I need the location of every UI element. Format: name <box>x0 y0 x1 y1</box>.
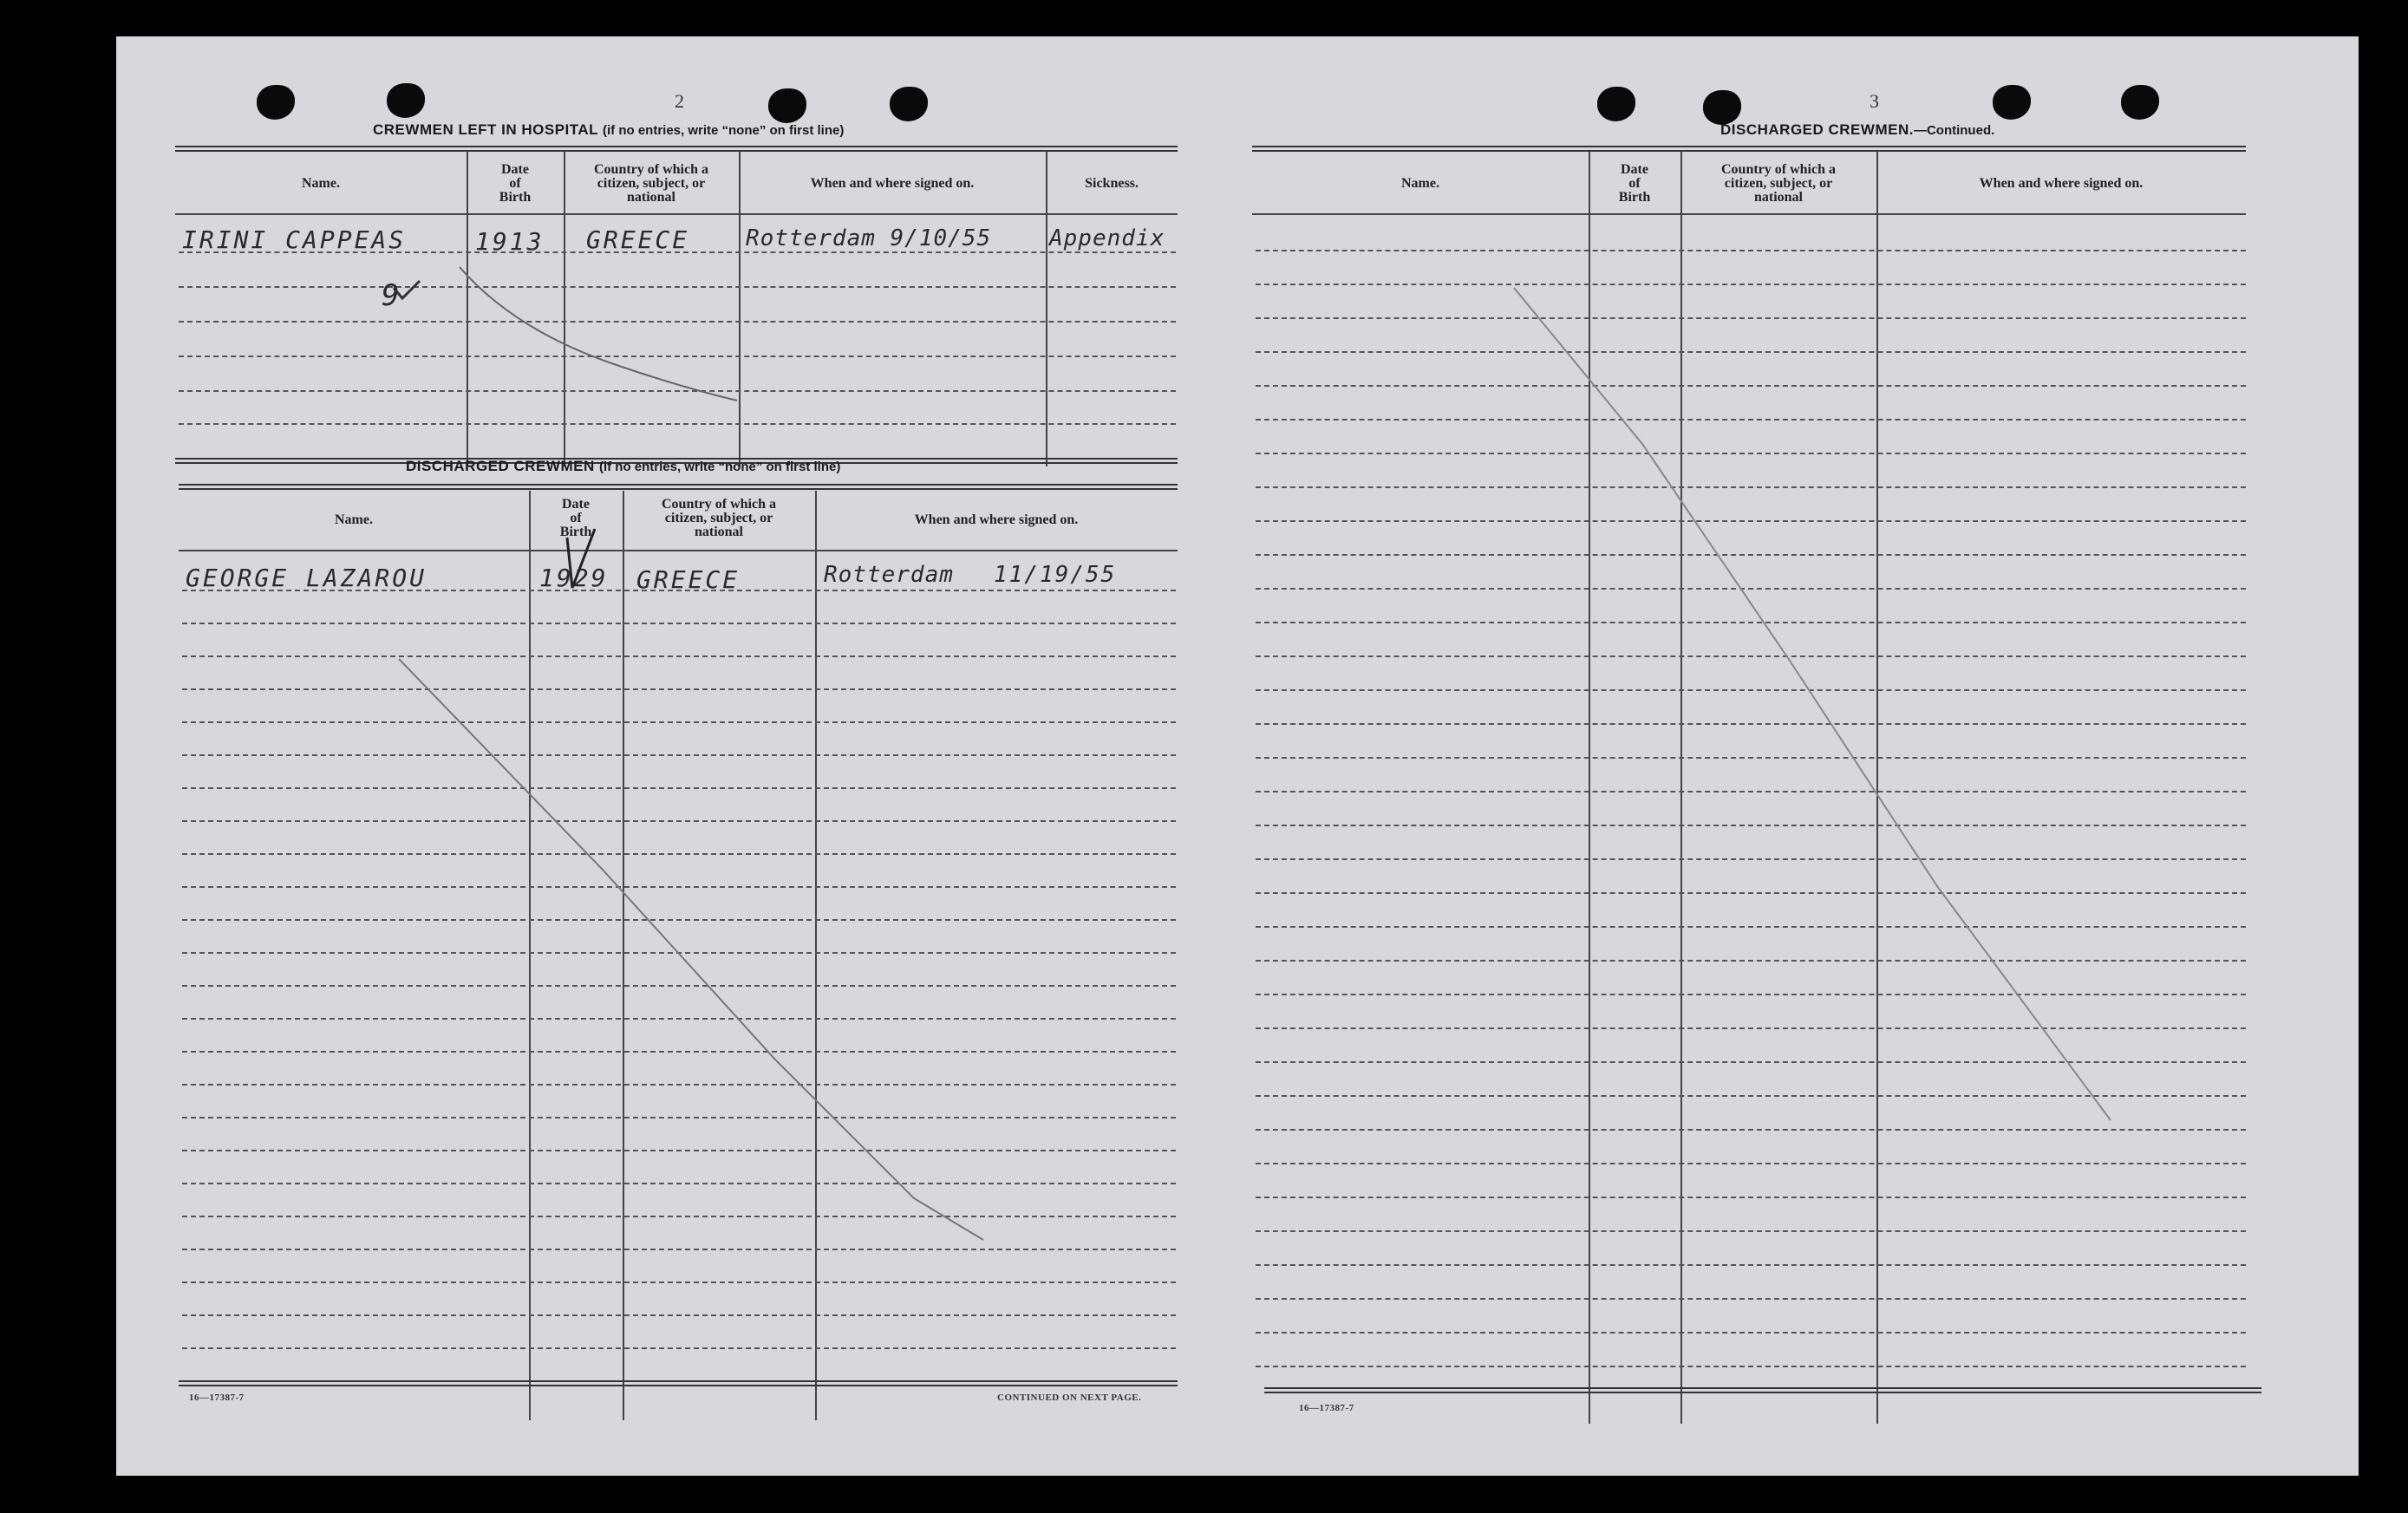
col-header-country-line: Country of which a <box>593 162 708 177</box>
col-header-dob-line: Birth <box>1618 190 1651 205</box>
cancel-stroke <box>460 267 737 401</box>
check-mark <box>567 529 595 588</box>
col-header-name: Name. <box>302 176 340 191</box>
col-header-name: Name. <box>335 512 373 527</box>
form-number: 16—17387-7 <box>1299 1403 1354 1413</box>
form-number: 16—17387-7 <box>189 1392 245 1403</box>
col-header-dob-line: Date <box>501 162 529 177</box>
col-header-country-line: citizen, subject, or <box>597 176 706 191</box>
col-header-country-line: Country of which a <box>1720 162 1836 177</box>
pen-marks <box>116 36 2359 1476</box>
cancel-stroke <box>399 659 983 1240</box>
hospital-subtitle: (if no entries, write “none” on first line) <box>603 123 845 138</box>
page-number: 2 <box>675 90 684 112</box>
col-header-name: Name. <box>1401 176 1439 191</box>
col-header-signed: When and where signed on. <box>810 176 975 191</box>
discharged-entry-signed-place: Rotterdam <box>824 562 954 588</box>
hospital-entry-name: IRINI CAPPEAS <box>182 225 407 254</box>
col-header-dob-line: of <box>570 511 582 525</box>
hospital-entry-signed: Rotterdam 9/10/55 <box>746 225 992 251</box>
discharged-entry-country: GREECE <box>636 565 741 594</box>
hospital-entry-sickness: Appendix <box>1049 225 1165 251</box>
handwritten-initial: 9 <box>382 278 400 313</box>
discharged-entry-dob: 1929 <box>539 564 609 592</box>
col-header-country-line: Country of which a <box>661 497 776 512</box>
col-header-sickness: Sickness. <box>1085 176 1139 191</box>
col-header-dob-line: of <box>509 176 521 191</box>
col-header-country-line: national <box>626 190 675 205</box>
col-header-country-line: citizen, subject, or <box>1724 176 1833 191</box>
cancel-stroke <box>1514 288 2111 1120</box>
discharged-entry-signed-date: 11/19/55 <box>994 562 1117 588</box>
col-header-country-line: national <box>694 525 743 539</box>
col-header-signed: When and where signed on. <box>914 512 1079 527</box>
right-title-text: DISCHARGED CREWMEN. <box>1720 121 1914 138</box>
col-header-dob-line: Birth <box>499 190 532 205</box>
col-header-dob-line: of <box>1628 176 1641 191</box>
col-header-dob-line: Date <box>1621 162 1648 177</box>
col-header-country-line: national <box>1753 190 1803 205</box>
col-header-country-line: citizen, subject, or <box>664 511 773 525</box>
col-header-signed: When and where signed on. <box>1979 176 2144 191</box>
discharged-entry-name: GEORGE LAZAROU <box>186 564 427 592</box>
document-sheet <box>116 36 2359 1476</box>
hospital-entry-dob: 1913 <box>475 227 545 256</box>
discharged-subtitle: (if no entries, write “none” on first line) <box>598 460 841 474</box>
hospital-entry-country: GREECE <box>586 225 690 254</box>
continued-note: CONTINUED ON NEXT PAGE. <box>997 1392 1142 1403</box>
right-title-continued: —Continued. <box>1913 123 1995 138</box>
col-header-dob-line: Birth <box>559 525 592 539</box>
page-number: 3 <box>1870 90 1879 112</box>
hospital-title-text: CREWMEN LEFT IN HOSPITAL <box>373 121 598 138</box>
discharged-title-text: DISCHARGED CREWMEN <box>406 458 595 474</box>
col-header-dob-line: Date <box>562 497 590 512</box>
